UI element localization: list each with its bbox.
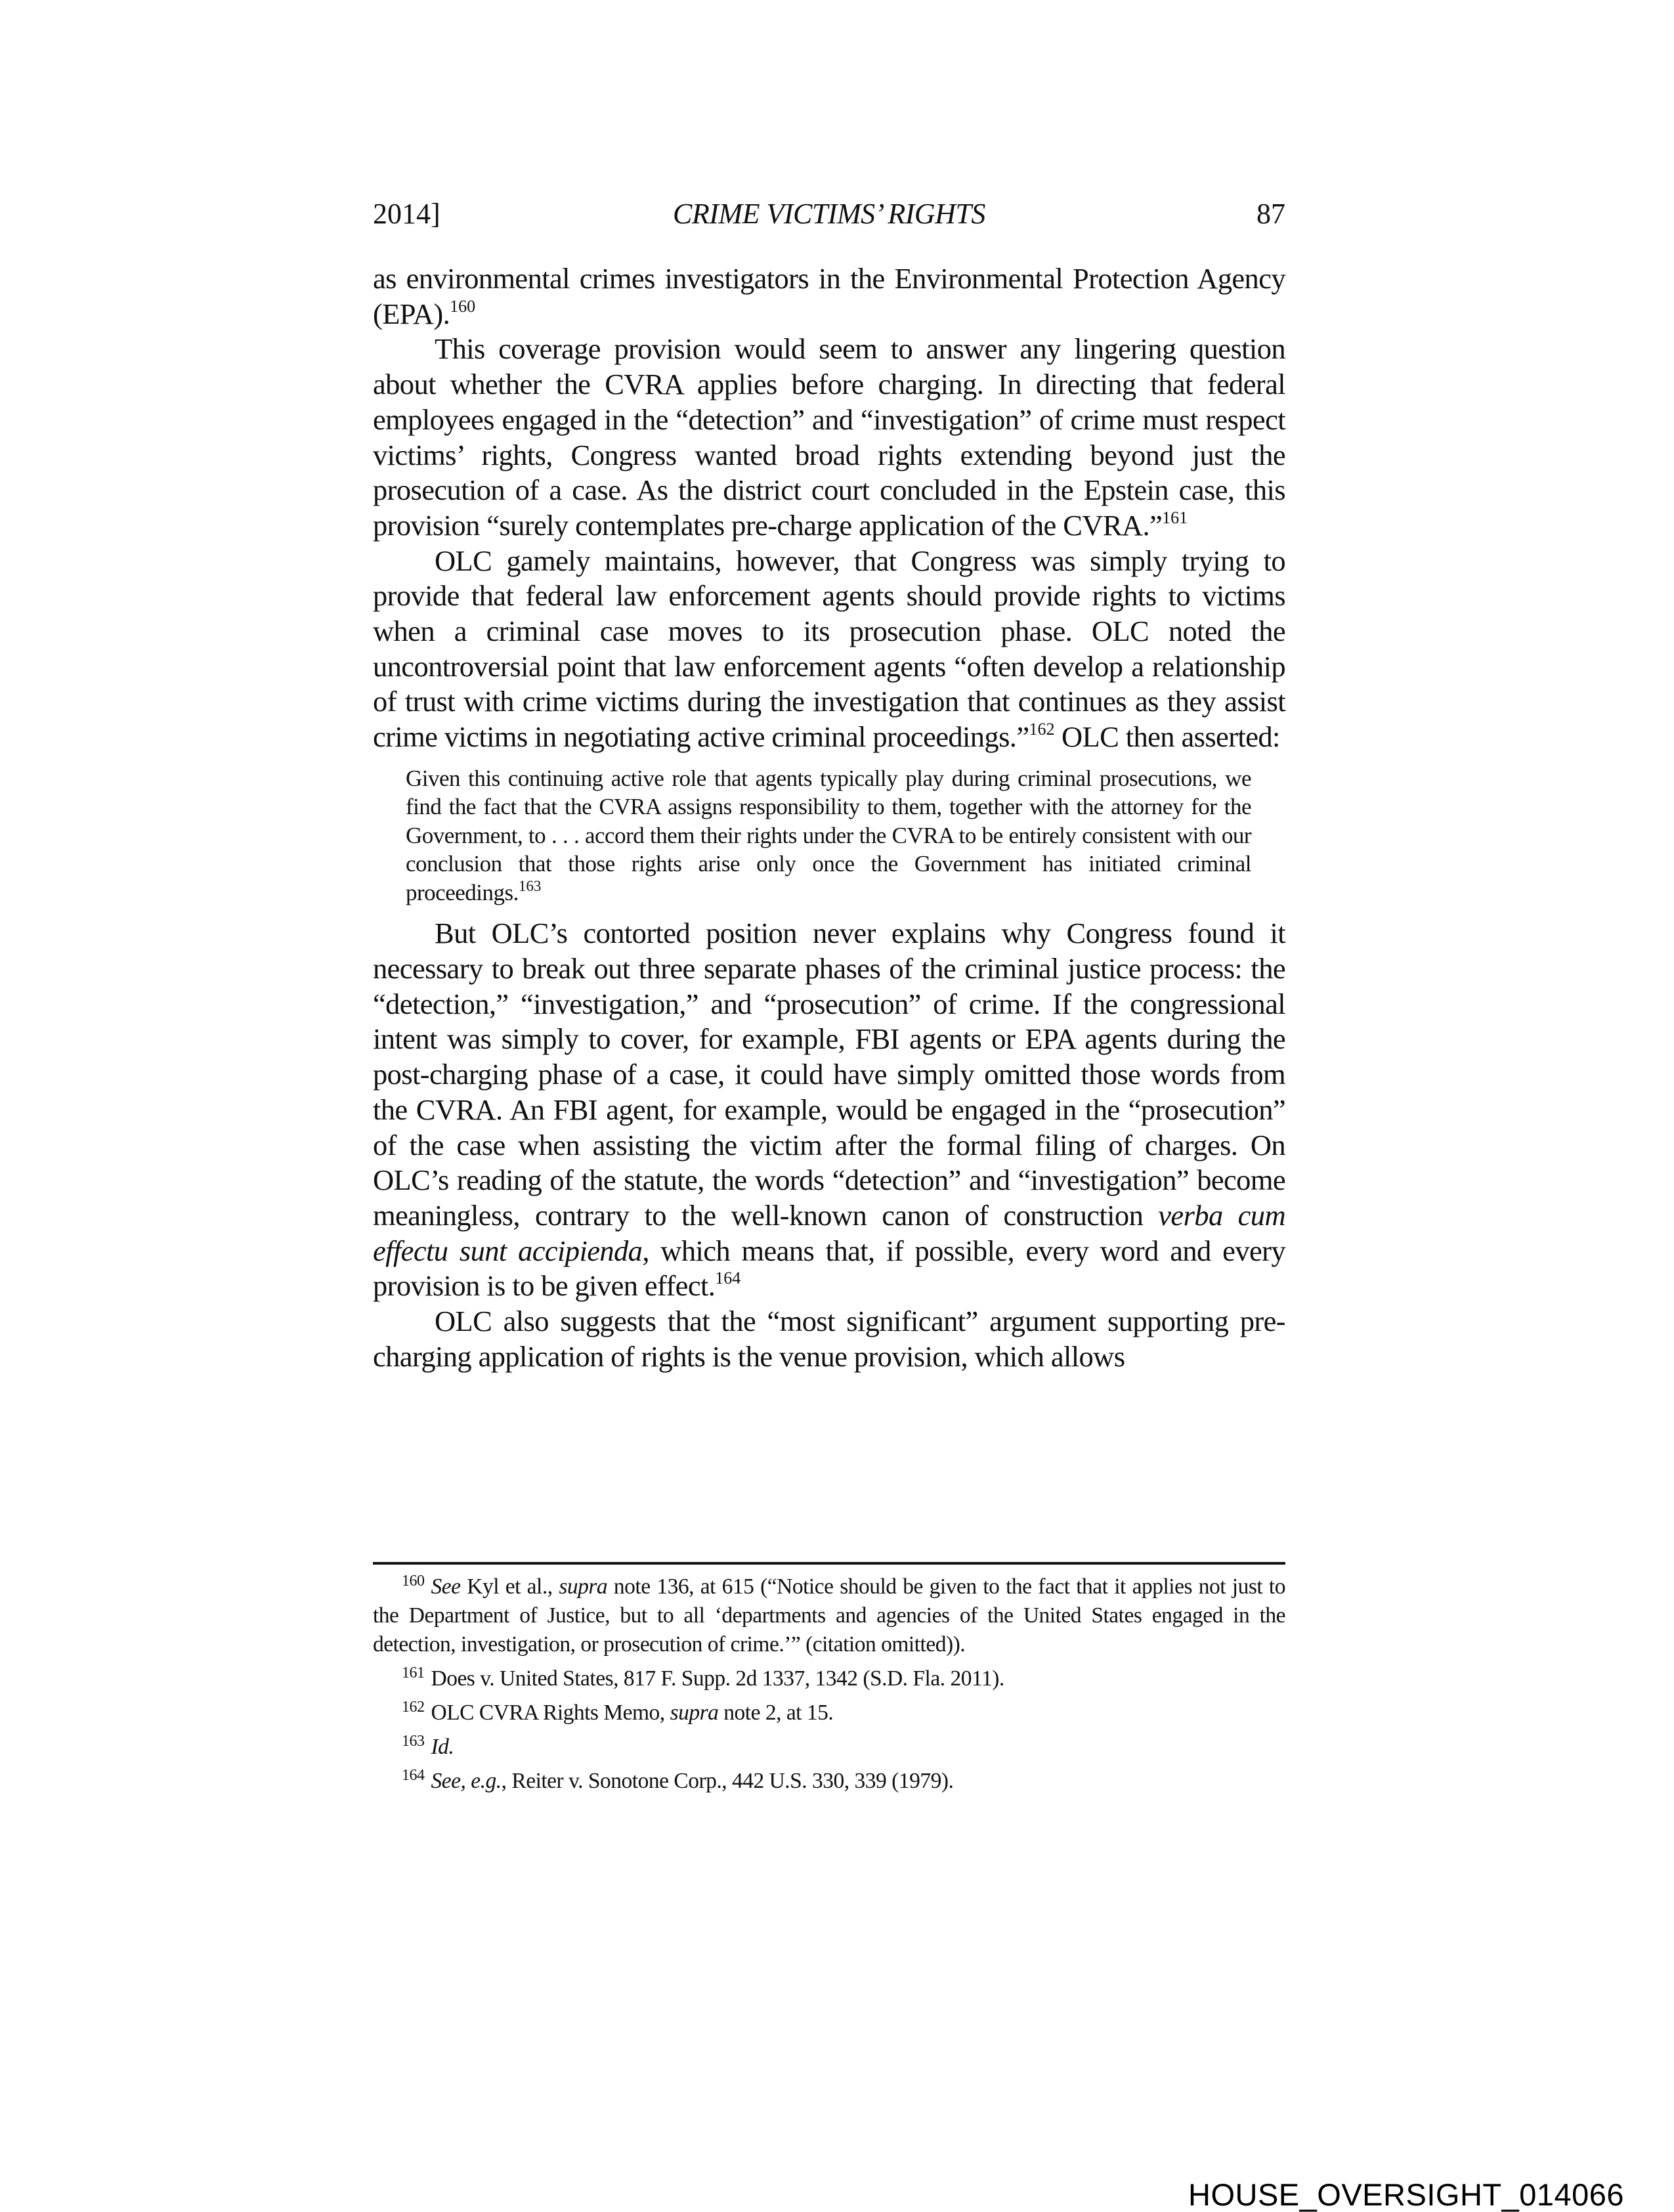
- footnote-163: $^{163}$ Id.: [402, 1733, 454, 1759]
- paragraph-olc-maintains: OLC gamely maintains, however, that Congress was simply trying to provide that federal law enforcement agents should provide rights to victims when a criminal case moves to its prosecution phase. OLC noted the uncontroversial point that law enforcement agents “often develop a relationship of trust with crime victims during the investigation that continues as they assist crime victims in negotiating active criminal proceedings.”$^{162}$ OLC then asserted:: [373, 544, 1285, 754]
- footnote-ref-162[interactable]: 162: [1029, 720, 1055, 739]
- footnote-number: 163: [402, 1733, 425, 1750]
- block-quotation: Given this continuing active role that agents typically play during criminal prosecutions, we find the fact that the CVRA assigns responsibility to them, together with the attorney for the Government, to . . . accord them their rights under the CVRA to be entirely consistent with our conclusion that those rights arise only once the Government has initiated criminal proceedings.$^{163}$: [406, 765, 1251, 905]
- footnote-ref-160[interactable]: 160: [450, 296, 476, 316]
- footnote-number: 164: [402, 1767, 425, 1784]
- latin-canon-phrase: verba cum effectu sunt accipienda: [373, 1198, 1285, 1267]
- footnote-161: $^{161}$ Does v. United States, 817 F. Supp. 2d 1337, 1342 (S.D. Fla. 2011).: [402, 1664, 1004, 1691]
- paragraph-contorted-position: But OLC’s contorted position never explains why Congress found it necessary to break out three separate phases of the criminal justice process: the “detection,” “investigation,” and “prosecution” of crime. If the congressional intent was simply to cover, for example, FBI agents or EPA agents during the post-charging phase of a case, it could have simply omitted those words from the CVRA. An FBI agent, for example, would be engaged in the “prosecution” of the case when assisting the victim after the formal filing of charges. On OLC’s reading of the statute, the words “detection” and “investigation” become meaningless, contrary to the well-known canon of construction verba cum effectu sunt accipienda, which means that, if possible, every word and every provision is to be given effect.$^{164}$: [373, 917, 1285, 1303]
- main-body-text: [373, 261, 1285, 1374]
- paragraph-coverage-provision: This coverage provision would seem to answer any lingering question about whether the CVRA applies before charging. In directing that federal employees engaged in the “detection” and “investigation” of crime must respect victims’ rights, Congress wanted broad rights extending beyond just the prosecution of a case. As the district court concluded in the Epstein case, this provision “surely contemplates pre-charge application of the CVRA.”$^{161}$: [373, 332, 1285, 542]
- footnotes-section: [373, 1572, 1285, 1801]
- footnote-162: $^{162}$ OLC CVRA Rights Memo, supra note 2, at 15.: [402, 1699, 834, 1725]
- footnote-ref-164[interactable]: 164: [715, 1269, 741, 1288]
- footnote-160: $^{160}$ See Kyl et al., supra note 136, at 615 (“Notice should be given to the fact that it applies not just to the Department of Justice, but to all ‘departments and agencies of the United States engaged in the detection, investigation, or prosecution of crime.’” (citation omitted)).: [373, 1572, 1285, 1657]
- footnote-164: $^{164}$ See, e.g., Reiter v. Sonotone Corp., 442 U.S. 330, 339 (1979).: [402, 1767, 954, 1793]
- footnote-separator-rule: [373, 1562, 1285, 1565]
- page-number: 87: [1256, 198, 1285, 230]
- footnote-number: 162: [402, 1699, 425, 1716]
- paragraph-olc-also-suggests: OLC also suggests that the “most significant” argument supporting pre-charging application of rights is the venue provision, which allows: [373, 1305, 1285, 1373]
- volume-year: 2014]: [373, 198, 440, 230]
- footnote-ref-161[interactable]: 161: [1162, 508, 1188, 527]
- paragraph-continuation: as environmental crimes investigators in the Environmental Protection Agency (EPA).$^{160}$: [373, 262, 1285, 330]
- footnote-number: 160: [402, 1572, 425, 1590]
- footnote-number: 161: [402, 1664, 425, 1681]
- bates-stamp: HOUSE_OVERSIGHT_014066: [1188, 2177, 1625, 2212]
- footnote-ref-163[interactable]: 163: [518, 877, 542, 894]
- running-title: CRIME VICTIMS’ RIGHTS: [673, 198, 985, 230]
- running-head: [373, 196, 1285, 232]
